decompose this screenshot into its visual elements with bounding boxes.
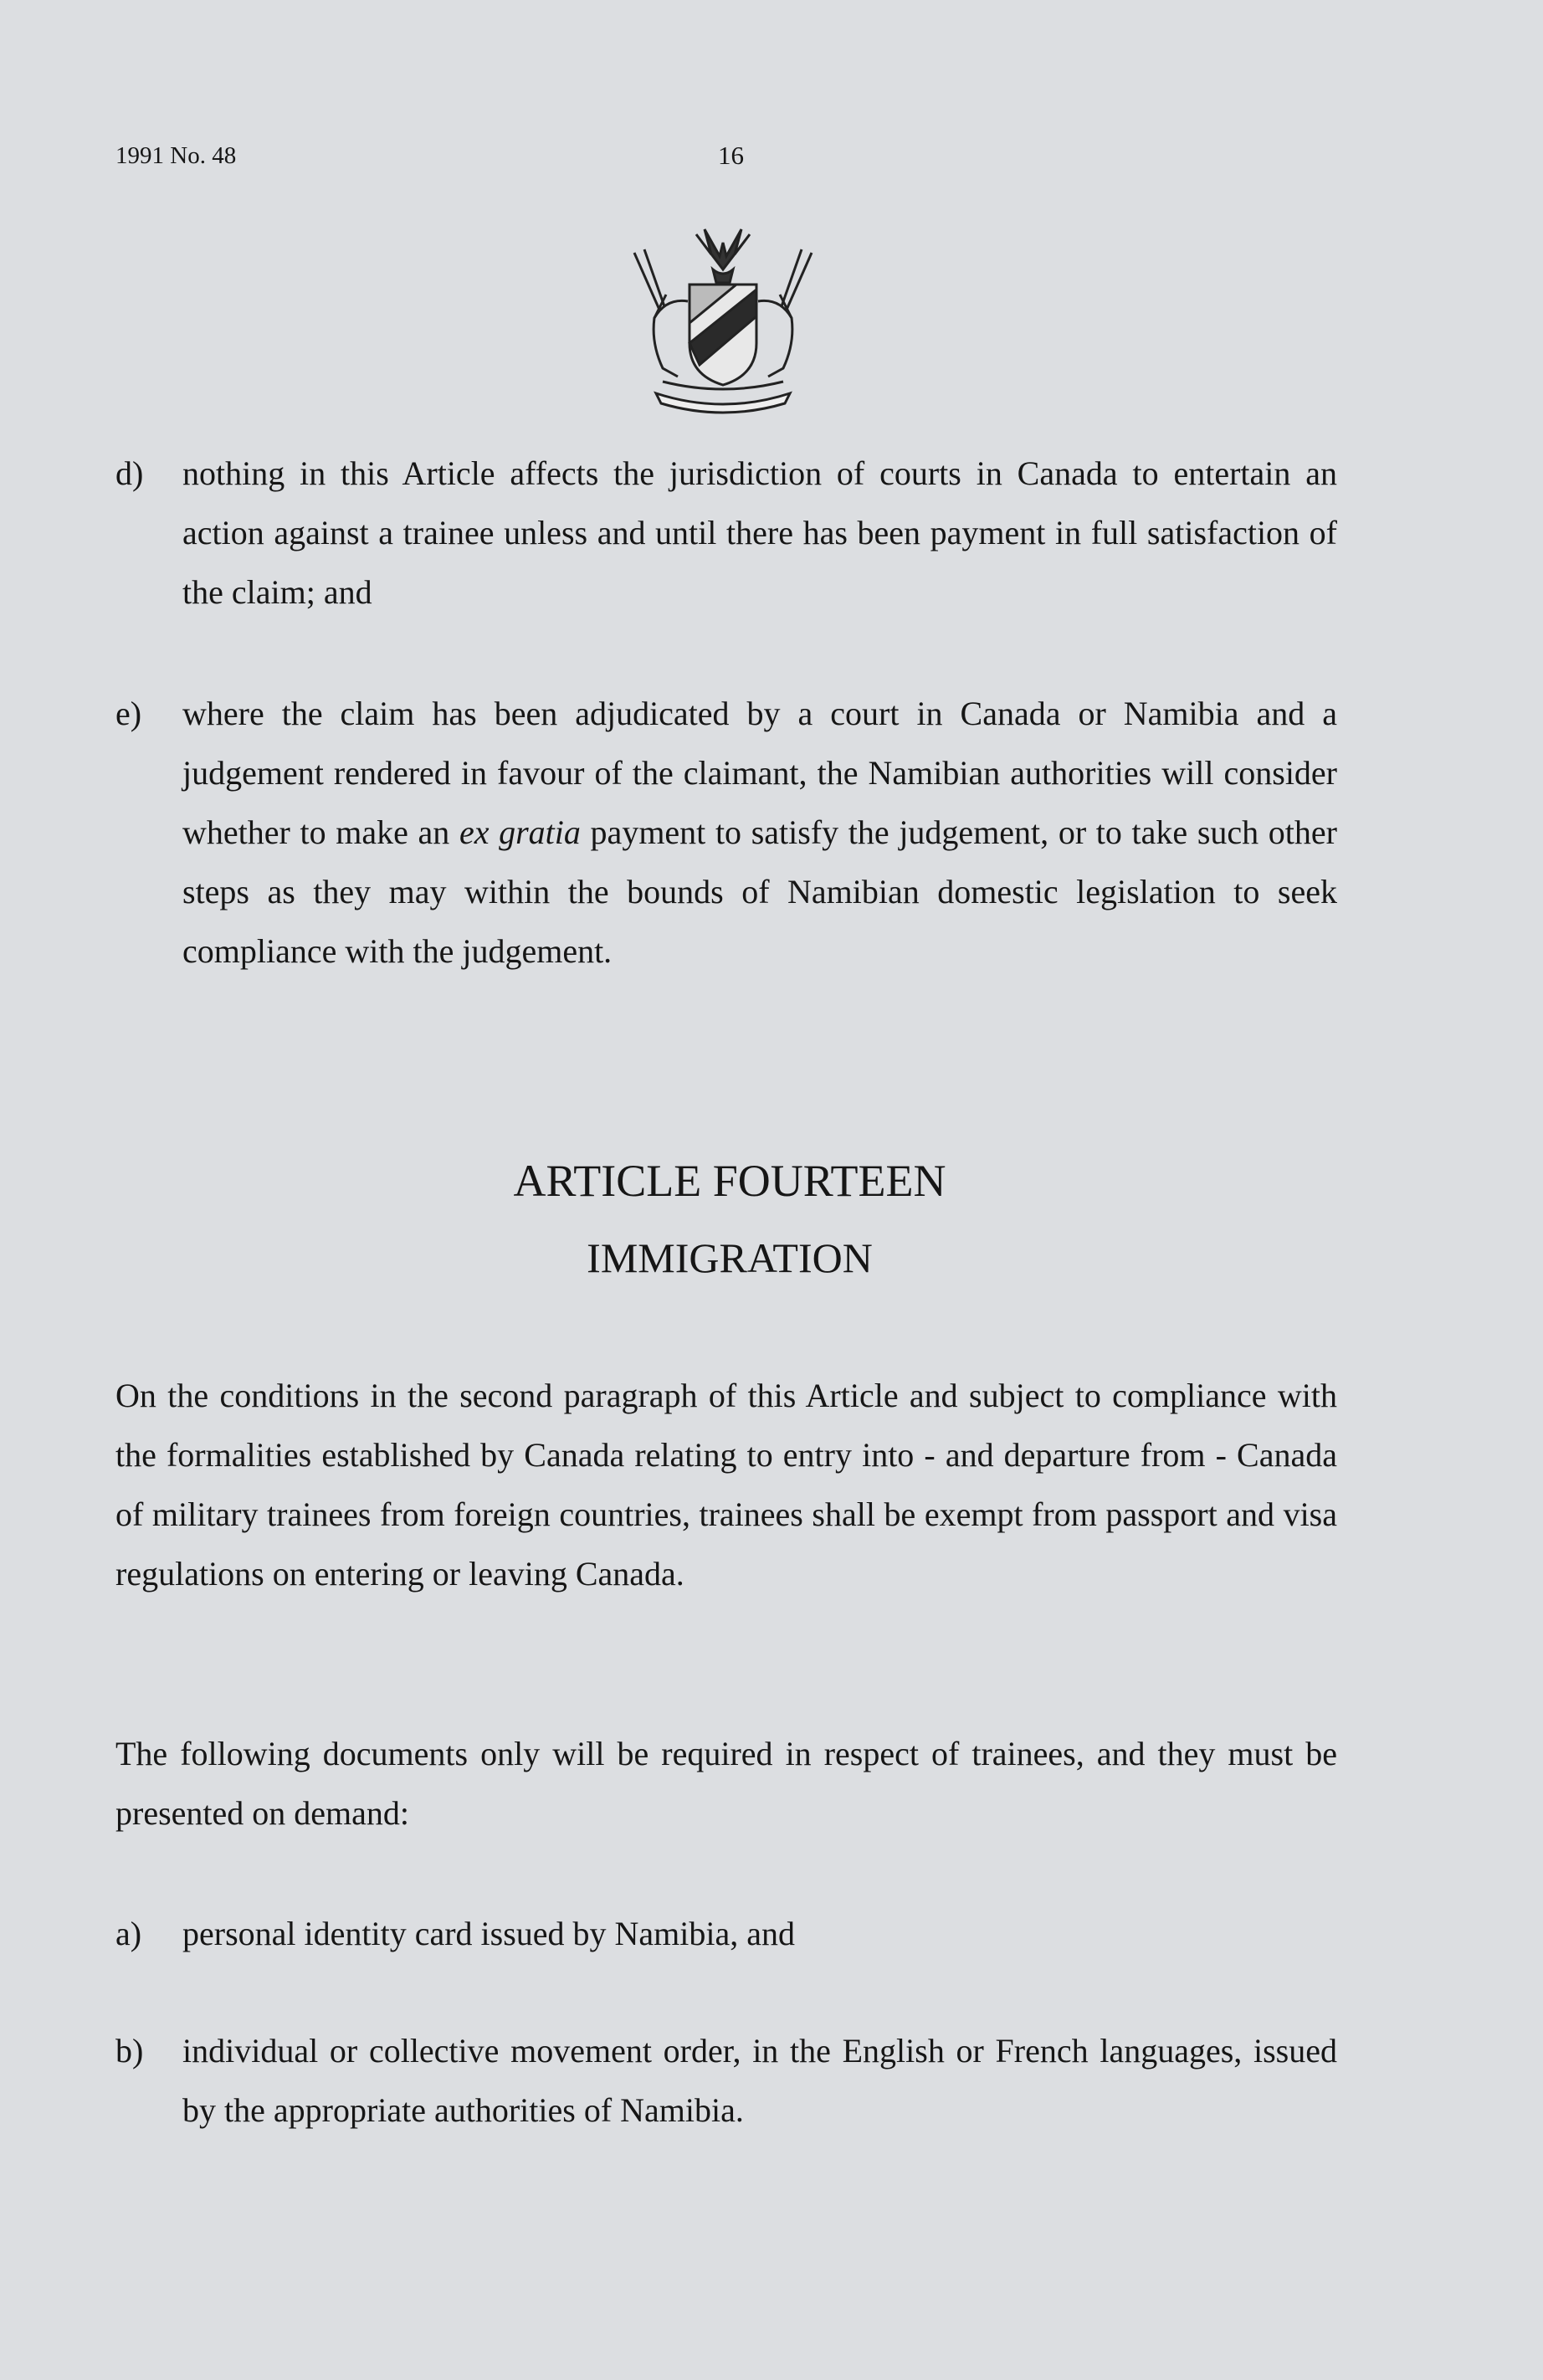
item-text: individual or collective movement order, in the English or French languages, issued by the appropriate authorities of Namibia. [182,2032,1337,2129]
item-b [115,2021,1337,2140]
item-marker: a) [115,1915,142,1952]
item-text-italic: ex gratia [459,813,581,851]
page-number: 16 [718,141,744,170]
paragraph-text: The following documents only will be required in respect of trainees, and they must be presented on demand: [115,1735,1337,1832]
paragraph-1 [115,1366,1337,1603]
item-text-part: payment to satisfy the judgement, or to take such other steps as they may within the bounds of Namibian domestic legislation to seek compliance with the judgement. [182,813,1337,970]
item-e [115,684,1337,981]
item-text-part: where the claim has been adjudicated by a court in Canada or Namibia and a judgement rendered in favour of the claimant, the Namibian authorities will consider whether to make an [182,695,1337,851]
article-subtitle: IMMIGRATION [587,1234,873,1281]
item-marker: d) [115,454,144,492]
item-a [115,1904,1337,1963]
item-marker: b) [115,2032,144,2070]
item-text: nothing in this Article affects the jurisdiction of courts in Canada to entertain an action against a trainee unless and until there has been payment in full satisfaction of the claim; and [182,454,1337,611]
article-title: ARTICLE FOURTEEN [513,1156,946,1206]
item-text [182,684,1337,981]
paragraph-text: On the conditions in the second paragraph of this Article and subject to compliance with the formalities established by Canada relating to entry into - and departure from - Canada of military trainees from foreign countries, trainees shall be exempt from passport and visa regulations on entering or leaving Canada. [115,1377,1337,1593]
item-d [115,444,1337,622]
paragraph-2 [115,1724,1337,1843]
namibia-coat-of-arms-icon [629,218,818,414]
document-reference: 1991 No. 48 [115,142,237,169]
item-text: personal identity card issued by Namibia, and [182,1915,796,1952]
item-marker: e) [115,695,142,732]
